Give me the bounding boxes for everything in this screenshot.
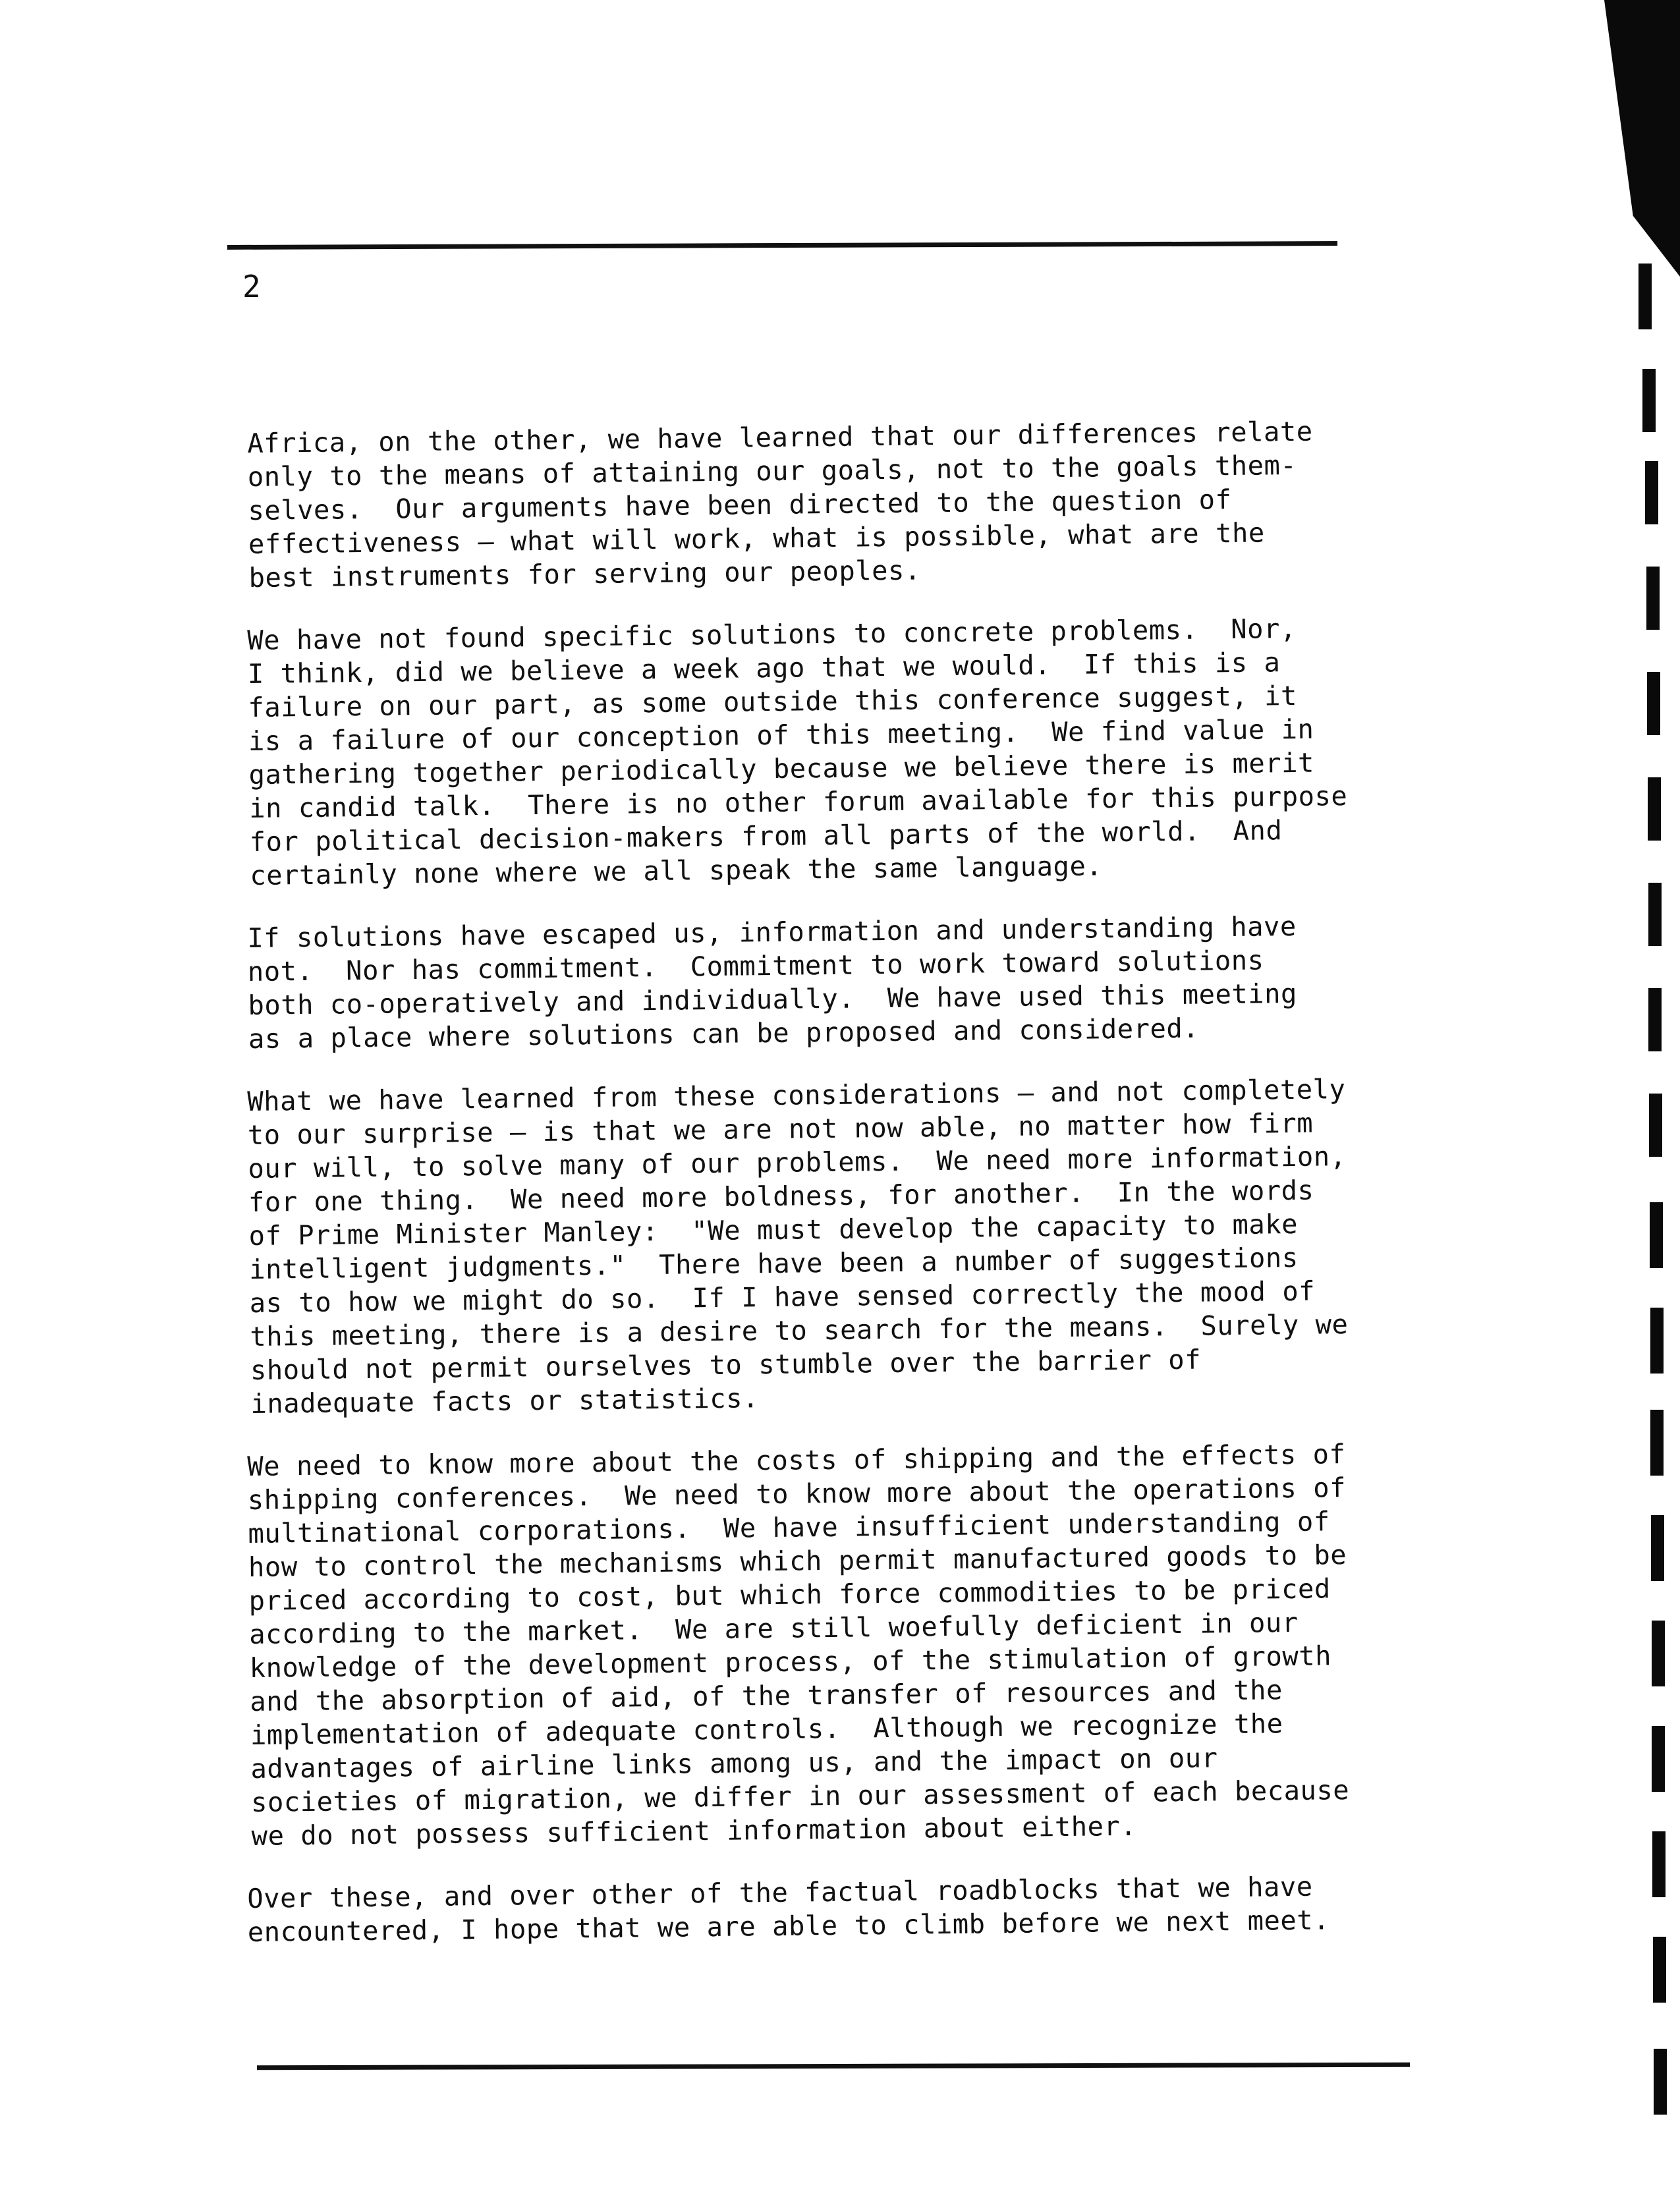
binding-edge-mark	[1653, 1937, 1666, 2003]
text-line: we do not possess sufficient information about either.	[251, 1810, 1137, 1852]
text-line: in candid talk. There is no other forum available for this purpose	[248, 780, 1348, 824]
body-text	[247, 415, 1413, 1949]
text-line: according to the market. We are still woefully deficient in our	[248, 1606, 1299, 1650]
page-number: 2	[242, 269, 261, 304]
binding-edge-mark	[1650, 1410, 1664, 1476]
binding-edge-mark	[1652, 1831, 1666, 1897]
binding-edge-mark	[1648, 883, 1662, 946]
text-line: What we have learned from these considerations — and not completely	[247, 1073, 1346, 1117]
text-line: for political decision-makers from all parts of the world. And	[249, 814, 1283, 858]
text-line: Africa, on the other, we have learned that our differences relate	[247, 415, 1313, 459]
text-line: how to control the mechanisms which permit manufactured goods to be	[248, 1539, 1347, 1583]
text-line: as a place where solutions can be proposed and considered.	[248, 1012, 1200, 1055]
text-line: advantages of airline links among us, and the impact on our	[250, 1742, 1218, 1785]
text-line: We need to know more about the costs of shipping and the effects of	[247, 1438, 1346, 1482]
text-line: If solutions have escaped us, information and understanding have	[247, 910, 1297, 954]
text-line: our will, to solve many of our problems. We need more information,	[248, 1140, 1347, 1184]
binding-edge-mark	[1649, 1094, 1662, 1157]
text-line: only to the means of attaining our goals, not to the goals them-	[247, 449, 1297, 493]
text-line: inadequate facts or statistics.	[250, 1382, 760, 1420]
binding-edge-mark	[1654, 2049, 1667, 2115]
binding-edge-mark	[1647, 672, 1660, 735]
text-line: certainly none where we all speak the same language.	[250, 850, 1103, 891]
binding-edge-mark	[1646, 567, 1660, 630]
text-line: shipping conferences. We need to know more about the operations of	[247, 1472, 1347, 1516]
binding-edge-mark	[1651, 1515, 1664, 1581]
text-line: best instruments for serving our peoples.	[248, 554, 922, 594]
text-line: should not permit ourselves to stumble over the barrier of	[250, 1343, 1202, 1386]
paragraph-1	[247, 414, 1415, 595]
text-line: to our surprise — is that we are not now able, no matter how firm	[247, 1107, 1314, 1151]
text-line: Over these, and over other of the factual roadblocks that we have	[247, 1870, 1313, 1914]
binding-edge-mark	[1645, 461, 1658, 524]
text-line: intelligent judgments." There have been a number of suggestions	[248, 1241, 1299, 1285]
binding-edge-mark	[1650, 1202, 1663, 1268]
text-line: implementation of adequate controls. Although we recognize the	[250, 1707, 1283, 1751]
text-line: multinational corporations. We have insufficient understanding of	[248, 1505, 1330, 1549]
binding-corner-mark	[1604, 0, 1680, 277]
binding-edge-mark	[1650, 1308, 1664, 1374]
text-line: effectiveness — what will work, what is possible, what are the	[248, 516, 1265, 560]
binding-edge-mark	[1652, 1621, 1665, 1686]
text-line: I think, did we believe a week ago that we would. If this is a	[247, 646, 1281, 690]
text-line: for one thing. We need more boldness, for another. In the words	[248, 1174, 1314, 1218]
text-line: selves. Our arguments have been directed to the question of	[248, 484, 1232, 526]
paragraph-3	[247, 908, 1414, 1056]
text-line: this meeting, there is a desire to search for the means. Surely we	[250, 1308, 1349, 1352]
text-line: failure on our part, as some outside this conference suggest, it	[248, 679, 1298, 723]
binding-edge-mark	[1638, 264, 1652, 329]
text-line: both co-operatively and individually. We have used this meeting	[248, 977, 1298, 1021]
paragraph-5	[247, 1437, 1418, 1853]
text-line: priced according to cost, but which force commodities to be priced	[248, 1572, 1331, 1617]
top-rule	[227, 241, 1337, 250]
binding-edge-mark	[1648, 777, 1661, 841]
bottom-rule	[257, 2063, 1410, 2070]
text-line: societies of migration, we differ in our assessment of each because	[250, 1774, 1350, 1818]
text-line: encountered, I hope that we are able to climb before we next meet.	[247, 1904, 1330, 1948]
text-line: gathering together periodically because we believe there is merit	[248, 746, 1315, 791]
text-line: and the absorption of aid, of the transfer of resources and the	[250, 1674, 1283, 1717]
text-line: knowledge of the development process, of the stimulation of growth	[249, 1640, 1332, 1684]
text-line: of Prime Minister Manley: "We must develop the capacity to make	[248, 1208, 1299, 1252]
paragraph-2	[247, 611, 1416, 893]
binding-edge-mark	[1642, 369, 1656, 432]
text-line: is a failure of our conception of this meeting. We find value in	[248, 713, 1314, 757]
text-line: We have not found specific solutions to concrete problems. Nor,	[247, 612, 1297, 656]
binding-edge-mark	[1648, 988, 1662, 1051]
paragraph-4	[247, 1072, 1417, 1421]
text-line: not. Nor has commitment. Commitment to work toward solutions	[247, 944, 1264, 987]
binding-edge-mark	[1652, 1726, 1665, 1792]
text-line: as to how we might do so. If I have sensed correctly the mood of	[249, 1275, 1316, 1319]
paragraph-6	[247, 1869, 1414, 1949]
